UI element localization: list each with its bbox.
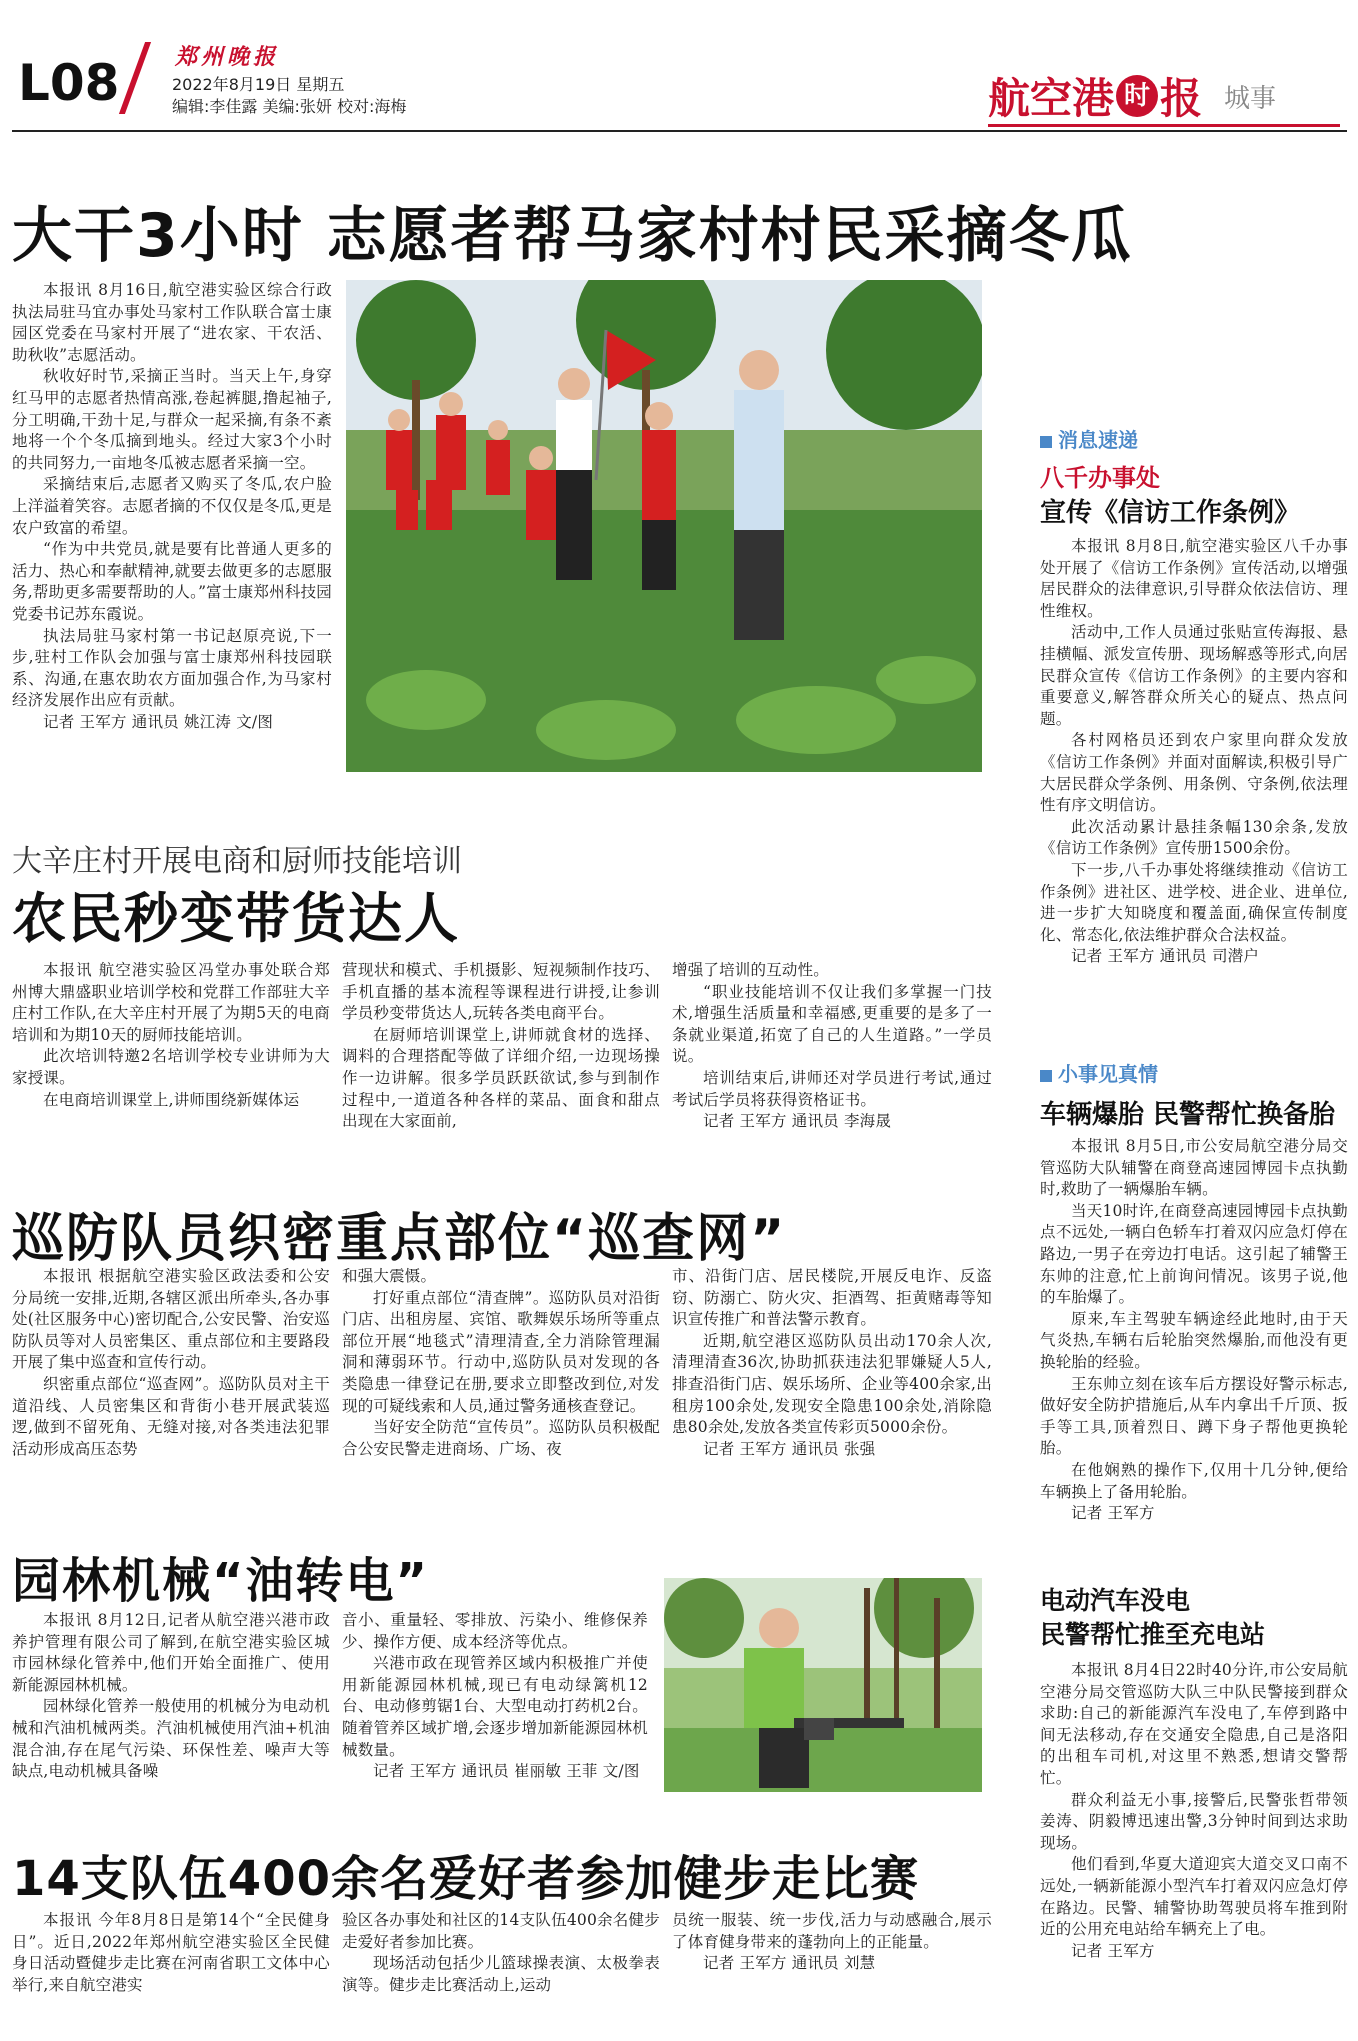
article3-col2 bbox=[342, 1266, 660, 1460]
article5-credit: 记者 王军方 通讯员 刘慧 bbox=[703, 1954, 876, 1973]
article2-para: 培训结束后,讲师还对学员进行考试,通过考试后学员将获得资格证书。 bbox=[672, 1068, 992, 1109]
sidebar2-para: 王东帅立刻在该车后方摆设好警示标志,做好安全防护措施后,从车内拿出千斤顶、扳手等工具,顶着烈日、蹲下身子帮他更换轮胎。 bbox=[1040, 1374, 1348, 1458]
article2-para: 营现状和模式、手机摄影、短视频制作技巧、手机直播的基本流程等课程进行讲授,让参训学员秒变带货达人,玩转各类电商平台。 bbox=[342, 961, 660, 1023]
article1-para: 秋收好时节,采摘正当时。当天上午,身穿红马甲的志愿者热情高涨,卷起裤腿,撸起袖子,分工明确,干劲十足,与群众一起采摘,有条不紊地将一个个冬瓜摘到地头。经过大家3个小时的共同努力,一亩地冬瓜被志愿者采摘一空。 bbox=[12, 367, 332, 472]
article2-para: 此次培训特邀2名培训学校专业讲师为大家授课。 bbox=[12, 1047, 330, 1087]
article1-body bbox=[12, 280, 332, 733]
sidebar1-para: 下一步,八千办事处将继续推动《信访工作条例》进社区、进学校、进企业、进单位,进一步扩大知晓度和覆盖面,确保宣传制度化、常态化,依法维护群众合法权益。 bbox=[1040, 860, 1348, 944]
article5-para: 本报讯 今年8月8日是第14个“全民健身日”。近日,2022年郑州航空港实验区全民健身日活动暨健步走比赛在河南省职工文体中心举行,来自航空港实 bbox=[12, 1911, 330, 1994]
article3-para: 近期,航空港区巡防队员出动170余人次,清理清查36次,协助抓获违法犯罪嫌疑人5人,排查沿街门店、娱乐场所、企业等400余家,出租房100余处,发现安全隐患100余处,消除隐患80余处,发放各类宣传彩页5000余份。 bbox=[672, 1331, 992, 1437]
sidebar-tag-story: 小事见真情 bbox=[1040, 1058, 1158, 1087]
article5-para: 员统一服装、统一步伐,活力与动感融合,展示了体育健身带来的蓬勃向上的正能量。 bbox=[672, 1911, 992, 1951]
article2-para: 本报讯 航空港实验区冯堂办事处联合郑州博大鼎盛职业培训学校和党群工作部驻大辛庄村工作队,在大辛庄村开展了为期5天的电商培训和为期10天的厨师技能培训。 bbox=[12, 961, 330, 1044]
article2-kicker: 大辛庄村开展电商和厨师技能培训 bbox=[12, 844, 462, 879]
paper-logo: 郑州晚报 bbox=[175, 44, 280, 70]
article4-credit: 记者 王军方 通讯员 崔丽敏 王菲 文/图 bbox=[373, 1762, 640, 1781]
gardener-photo bbox=[664, 1578, 982, 1792]
article5-col1 bbox=[12, 1910, 330, 1996]
brand-underline bbox=[988, 124, 1340, 127]
article2-para: 在电商培训课堂上,讲师围绕新媒体运 bbox=[43, 1090, 300, 1109]
article1-credit: 记者 王军方 通讯员 姚江涛 文/图 bbox=[43, 712, 274, 731]
article1-title: 大干3小时 志愿者帮马家村村民采摘冬瓜 bbox=[12, 201, 1133, 271]
article5-para: 验区各办事处和社区的14支队伍400余名健步走爱好者参加比赛。 bbox=[342, 1911, 660, 1951]
issue-date: 2022年8月19日 星期五 bbox=[172, 75, 345, 94]
article5-para: 现场活动包括少儿篮球操表演、太极拳表演等。健步走比赛活动上,运动 bbox=[342, 1954, 660, 1994]
article5-col2 bbox=[342, 1910, 660, 1996]
sidebar2-para: 在他娴熟的操作下,仅用十几分钟,便给车辆换上了备用轮胎。 bbox=[1040, 1460, 1348, 1501]
article3-para: 和强大震慑。 bbox=[342, 1267, 437, 1285]
article4-para: 园林绿化管养一般使用的机械分为电动机械和汽油机械两类。汽油机械使用汽油+机油混合油,存在尾气污染、环保性差、噪声大等缺点,电动机械具备噪 bbox=[12, 1697, 330, 1781]
article2-title: 农民秒变带货达人 bbox=[12, 887, 460, 950]
article3-para: 本报讯 根据航空港实验区政法委和公安分局统一安排,近期,各辖区派出所牵头,各办事处(社区服务中心)密切配合,公安民警、治安巡防队员等对人员密集区、重点部位和主要路段开展了集中巡查和宣传行动。 bbox=[12, 1267, 330, 1372]
sidebar2-para: 原来,车主驾驶车辆途经此地时,由于天气炎热,车辆右后轮胎突然爆胎,而他没有更换轮胎的经验。 bbox=[1040, 1309, 1348, 1371]
article4-para: 兴港市政在现管养区域内积极推广并使用新能源园林机械,现已有电动绿篱机12台、电动修剪锯1台、大型电动打药机2台。随着管养区域扩增,会逐步增加新能源园林机械数量。 bbox=[342, 1654, 648, 1759]
article1-para: 本报讯 8月16日,航空港实验区综合行政执法局驻马宜办事处马家村工作队联合富士康园区党委在马家村开展了“进农家、干农活、助秋收”志愿活动。 bbox=[12, 281, 332, 364]
article1-para: 执法局驻马家村第一书记赵原亮说,下一步,驻村工作队会加强与富士康郑州科技园联系、沟通,在惠农助农方面加强合作,为马家村经济发展作出应有贡献。 bbox=[12, 626, 332, 710]
sidebar3-title bbox=[1040, 1584, 1265, 1652]
sidebar3-title-line2: 民警帮忙推至充电站 bbox=[1040, 1620, 1266, 1649]
article2-col1 bbox=[12, 960, 330, 1111]
sidebar2-body bbox=[1040, 1136, 1348, 1525]
sidebar1-para: 此次活动累计悬挂条幅130余条,发放《信访工作条例》宣传册1500余份。 bbox=[1040, 817, 1348, 858]
sidebar1-body bbox=[1040, 536, 1348, 968]
sidebar3-para: 群众利益无小事,接警后,民警张哲带领姜涛、阴毅博迅速出警,3分钟时间到达求助现场。 bbox=[1040, 1790, 1348, 1852]
section-name: 城事 bbox=[1224, 83, 1277, 114]
editor-line: 编辑:李佳露 美编:张妍 校对:海梅 bbox=[172, 97, 407, 116]
brand-tail: 报 bbox=[1160, 74, 1203, 123]
sidebar2-para: 本报讯 8月5日,市公安局航空港分局交管巡防大队辅警在商登高速园博园卡点执勤时,救助了一辆爆胎车辆。 bbox=[1040, 1137, 1348, 1199]
article4-para: 音小、重量轻、零排放、污染小、维修保养少、操作方便、成本经济等优点。 bbox=[342, 1611, 648, 1651]
article2-col2 bbox=[342, 960, 660, 1133]
page-number: L08 bbox=[18, 54, 120, 112]
article2-col3 bbox=[672, 960, 992, 1133]
sidebar1-kicker: 八千办事处 bbox=[1040, 464, 1160, 492]
brand-badge: 时 bbox=[1116, 75, 1158, 117]
sidebar1-para: 活动中,工作人员通过张贴宣传海报、悬挂横幅、派发宣传册、现场解惑等形式,向居民群众宣传《信访工作条例》的主要内容和重要意义,解答群众所关心的疑点、热点问题。 bbox=[1040, 623, 1348, 728]
sidebar1-para: 本报讯 8月8日,航空港实验区八千办事处开展了《信访工作条例》宣传活动,以增强居民群众的法律意识,引导群众依法信访、理性维权。 bbox=[1040, 537, 1348, 620]
article4-para: 本报讯 8月12日,记者从航空港兴港市政养护管理有限公司了解到,在航空港实验区城市园林绿化管养中,他们开始全面推广、使用新能源园林机械。 bbox=[12, 1611, 330, 1694]
article3-title: 巡防队员织密重点部位“巡查网” bbox=[12, 1209, 787, 1269]
article3-col3 bbox=[672, 1266, 992, 1460]
article3-para: 当好安全防范“宣传员”。巡防队员积极配合公安民警走进商场、广场、夜 bbox=[342, 1418, 660, 1458]
article3-para: 织密重点部位“巡查网”。巡防队员对主干道沿线、人员密集区和背街小巷开展武装巡逻,做到不留死角、无缝对接,对各类违法犯罪活动形成高压态势 bbox=[12, 1374, 330, 1458]
header-rule bbox=[12, 130, 1347, 132]
article2-credit: 记者 王军方 通讯员 李海晟 bbox=[703, 1112, 892, 1131]
article3-col1 bbox=[12, 1266, 330, 1460]
article5-col3 bbox=[672, 1910, 992, 1975]
article1-para: 采摘结束后,志愿者又购买了冬瓜,农户脸上洋溢着笑容。志愿者摘的不仅仅是冬瓜,更是农户致富的希望。 bbox=[12, 475, 332, 537]
sidebar3-para: 他们看到,华夏大道迎宾大道交叉口南不远处,一辆新能源小型汽车打着双闪应急灯停在路边。民警、辅警协助驾驶员将车推到附近的公用充电站给车辆充上了电。 bbox=[1040, 1855, 1348, 1939]
article2-para: “职业技能培训不仅让我们多掌握一门技术,增强生活质量和幸福感,更重要的是多了一条就业渠道,拓宽了自己的人生道路。”一学员说。 bbox=[672, 982, 992, 1066]
article4-col1 bbox=[12, 1610, 330, 1783]
article4-title: 园林机械“油转电” bbox=[12, 1553, 430, 1609]
header-slash-icon bbox=[119, 42, 151, 114]
sidebar1-credit: 记者 王军方 通讯员 司潜户 bbox=[1071, 947, 1260, 966]
sidebar1-para: 各村网格员还到农户家里向群众发放《信访工作条例》并面对面解读,积极引导广大居民群众学条例、用条例、守条例,依法理性有序文明信访。 bbox=[1040, 731, 1348, 815]
article2-para: 在厨师培训课堂上,讲师就食材的选择、调料的合理搭配等做了详细介绍,一边现场操作一边讲解。很多学员跃跃欲试,参与到制作过程中,一道道各种各样的菜品、面食和甜点出现在大家面前, bbox=[342, 1025, 660, 1131]
brand-main: 航空港 bbox=[988, 74, 1115, 123]
article2-para: 增强了培训的互动性。 bbox=[672, 961, 830, 979]
volunteers-photo bbox=[346, 280, 982, 772]
sidebar2-credit: 记者 王军方 bbox=[1071, 1504, 1155, 1523]
sidebar3-body bbox=[1040, 1660, 1348, 1962]
sidebar3-credit: 记者 王军方 bbox=[1071, 1941, 1155, 1960]
sidebar-tag-news: 消息速递 bbox=[1040, 424, 1138, 453]
sidebar2-para: 当天10时许,在商登高速园博园卡点执勤点不远处,一辆白色轿车打着双闪应急灯停在路边,一男子在旁边打电话。这引起了辅警王东帅的注意,忙上前询问情况。该男子说,他的车胎爆了。 bbox=[1040, 1201, 1348, 1307]
sidebar3-para: 本报讯 8月4日22时40分许,市公安局航空港分局交管巡防大队三中队民警接到群众求助:自己的新能源汽车没电了,车停到路中间无法移动,存在交通安全隐患,自己是洛阳的出租车司机,对这里不熟悉,想请交警帮忙。 bbox=[1040, 1661, 1348, 1787]
article1-para: “作为中共党员,就是要有比普通人更多的活力、热心和奉献精神,就要去做更多的志愿服务,帮助更多需要帮助的人。”富士康郑州科技园党委书记苏东霞说。 bbox=[12, 540, 332, 623]
sidebar2-title: 车辆爆胎 民警帮忙换备胎 bbox=[1040, 1100, 1336, 1130]
article5-title: 14支队伍400余名爱好者参加健步走比赛 bbox=[12, 1851, 919, 1907]
article3-para: 市、沿街门店、居民楼院,开展反电诈、反盗窃、防溺亡、防火灾、拒酒驾、拒黄赌毒等知识宣传推广和普法警示教育。 bbox=[672, 1267, 992, 1329]
sidebar1-title: 宣传《信访工作条例》 bbox=[1040, 498, 1301, 528]
brand-block bbox=[988, 66, 1276, 126]
sidebar3-title-line1: 电动汽车没电 bbox=[1040, 1586, 1191, 1615]
article3-credit: 记者 王军方 通讯员 张强 bbox=[703, 1439, 876, 1458]
article4-col2 bbox=[342, 1610, 648, 1783]
article3-para: 打好重点部位“清查牌”。巡防队员对沿街门店、出租房屋、宾馆、歌舞娱乐场所等重点部位开展“地毯式”清理清查,全力消除管理漏洞和薄弱环节。行动中,巡防队员对发现的各类隐患一律登记在册,要求立即整改到位,对发现的可疑线索和人员,通过警务通核查登记。 bbox=[342, 1288, 660, 1415]
